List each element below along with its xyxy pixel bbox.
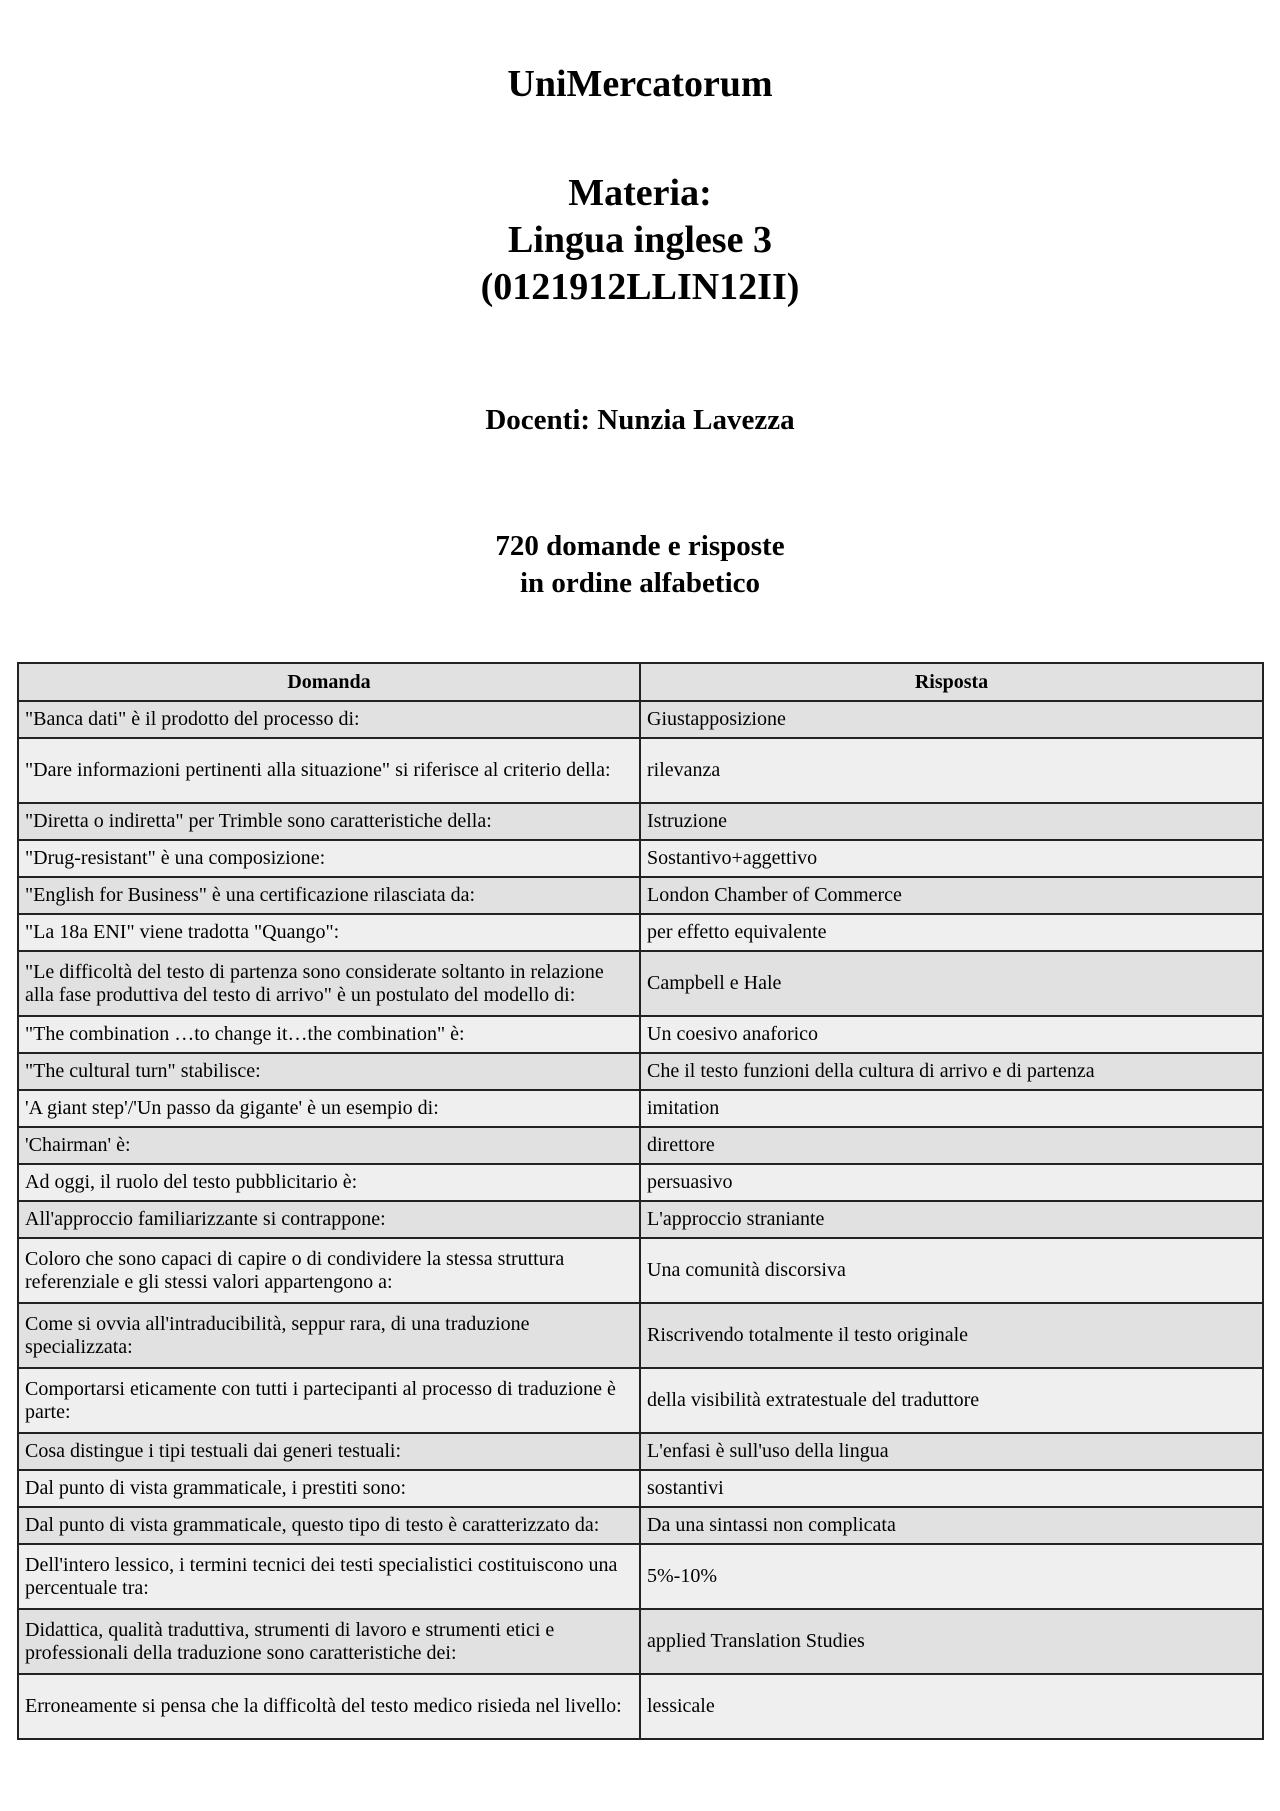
question-cell: Dell'intero lessico, i termini tecnici dei testi specialistici costituiscono una percentuale tra:: [18, 1544, 640, 1609]
table-row: [18, 1507, 1263, 1544]
table-row: [18, 877, 1263, 914]
question-cell: "The cultural turn" stabilisce:: [18, 1053, 640, 1090]
table-row: [18, 1053, 1263, 1090]
teachers-line: Docenti: Nunzia Lavezza: [485, 404, 795, 436]
table-row: [18, 1433, 1263, 1470]
question-cell: All'approccio familiarizzante si contrappone:: [18, 1201, 640, 1238]
table-row: [18, 914, 1263, 951]
answer-cell: Riscrivendo totalmente il testo originale: [640, 1303, 1263, 1368]
answer-cell: Da una sintassi non complicata: [640, 1507, 1263, 1544]
question-cell: "Le difficoltà del testo di partenza sono considerate soltanto in relazione alla fase produttiva del testo di arrivo" è un postulato del modello di:: [18, 951, 640, 1016]
table-row: [18, 738, 1263, 803]
summary-line-1: 720 domande e risposte: [495, 530, 785, 562]
table-row: [18, 701, 1263, 738]
answer-cell: applied Translation Studies: [640, 1609, 1263, 1674]
question-cell: Dal punto di vista grammaticale, questo tipo di testo è caratterizzato da:: [18, 1507, 640, 1544]
subject-name: Lingua inglese 3: [508, 219, 772, 261]
summary-line-2: in ordine alfabetico: [519, 567, 761, 599]
summary-block: [0, 528, 1280, 602]
question-cell: Coloro che sono capaci di capire o di condividere la stessa struttura referenziale e gli stessi valori appartengono a:: [18, 1238, 640, 1303]
question-cell: 'Chairman' è:: [18, 1127, 640, 1164]
question-cell: Ad oggi, il ruolo del testo pubblicitario è:: [18, 1164, 640, 1201]
answer-cell: Che il testo funzioni della cultura di arrivo e di partenza: [640, 1053, 1263, 1090]
table-row: [18, 840, 1263, 877]
question-cell: "La 18a ENI" viene tradotta "Quango":: [18, 914, 640, 951]
university-title: UniMercatorum: [507, 63, 773, 105]
table-row: [18, 1238, 1263, 1303]
answer-cell: L'enfasi è sull'uso della lingua: [640, 1433, 1263, 1470]
subject-code: (0121912LLIN12II): [480, 266, 800, 308]
answer-cell: direttore: [640, 1127, 1263, 1164]
answer-cell: Un coesivo anaforico: [640, 1016, 1263, 1053]
answer-cell: lessicale: [640, 1674, 1263, 1739]
question-cell: Cosa distingue i tipi testuali dai generi testuali:: [18, 1433, 640, 1470]
answer-cell: per effetto equivalente: [640, 914, 1263, 951]
table-row: [18, 1090, 1263, 1127]
answer-cell: Campbell e Hale: [640, 951, 1263, 1016]
question-cell: "Banca dati" è il prodotto del processo di:: [18, 701, 640, 738]
table-row: [18, 1016, 1263, 1053]
question-cell: "Dare informazioni pertinenti alla situazione" si riferisce al criterio della:: [18, 738, 640, 803]
question-cell: "Drug-resistant" è una composizione:: [18, 840, 640, 877]
question-cell: "The combination …to change it…the combination" è:: [18, 1016, 640, 1053]
table-row: [18, 1368, 1263, 1433]
table-header-row: [18, 663, 1263, 701]
table-row: [18, 951, 1263, 1016]
table-row: [18, 1303, 1263, 1368]
answer-cell: sostantivi: [640, 1470, 1263, 1507]
table-row: [18, 1674, 1263, 1739]
question-cell: 'A giant step'/'Un passo da gigante' è un esempio di:: [18, 1090, 640, 1127]
answer-cell: imitation: [640, 1090, 1263, 1127]
answer-cell: London Chamber of Commerce: [640, 877, 1263, 914]
table-row: [18, 1544, 1263, 1609]
table-row: [18, 803, 1263, 840]
subject-block: [0, 170, 1280, 311]
table-row: [18, 1127, 1263, 1164]
qa-table: [17, 662, 1264, 1740]
question-cell: Come si ovvia all'intraducibilità, seppur rara, di una traduzione specializzata:: [18, 1303, 640, 1368]
answer-cell: Istruzione: [640, 803, 1263, 840]
answer-cell: Giustapposizione: [640, 701, 1263, 738]
answer-cell: 5%-10%: [640, 1544, 1263, 1609]
question-cell: Erroneamente si pensa che la difficoltà del testo medico risieda nel livello:: [18, 1674, 640, 1739]
answer-cell: Sostantivo+aggettivo: [640, 840, 1263, 877]
answer-cell: L'approccio straniante: [640, 1201, 1263, 1238]
question-cell: "Diretta o indiretta" per Trimble sono caratteristiche della:: [18, 803, 640, 840]
question-cell: Comportarsi eticamente con tutti i partecipanti al processo di traduzione è parte:: [18, 1368, 640, 1433]
column-header-question: Domanda: [18, 663, 640, 701]
table-row: [18, 1470, 1263, 1507]
answer-cell: persuasivo: [640, 1164, 1263, 1201]
table-row: [18, 1164, 1263, 1201]
subject-label: Materia:: [568, 172, 712, 214]
question-cell: Dal punto di vista grammaticale, i prestiti sono:: [18, 1470, 640, 1507]
column-header-answer: Risposta: [640, 663, 1263, 701]
table-row: [18, 1201, 1263, 1238]
question-cell: "English for Business" è una certificazione rilasciata da:: [18, 877, 640, 914]
answer-cell: della visibilità extratestuale del traduttore: [640, 1368, 1263, 1433]
question-cell: Didattica, qualità traduttiva, strumenti di lavoro e strumenti etici e professionali della traduzione sono caratteristiche dei:: [18, 1609, 640, 1674]
answer-cell: rilevanza: [640, 738, 1263, 803]
table-row: [18, 1609, 1263, 1674]
answer-cell: Una comunità discorsiva: [640, 1238, 1263, 1303]
